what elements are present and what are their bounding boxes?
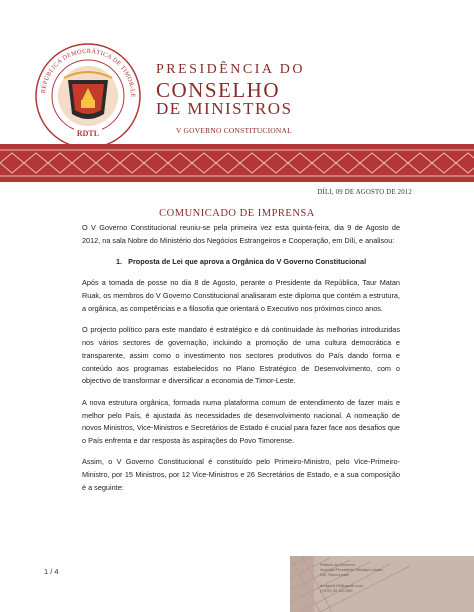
section-heading-text: Proposta de Lei que aprova a Orgânica do V Governo Constitucional <box>128 257 367 267</box>
brand-line-3: DE MINISTROS <box>156 99 293 118</box>
government-seal <box>34 42 142 150</box>
paragraph-5: Assim, o V Governo Constitucional é constituído pelo Primeiro-Ministro, pelo Vice-Primeiro-Ministro, por 15 Ministros, por 12 Vice-Ministros e 26 Secretários de Estado, e a sua composição é a seguinte: <box>82 457 400 493</box>
section-heading <box>82 256 400 269</box>
section-number: 1. <box>116 257 123 267</box>
paragraph-4: A nova estrutura orgânica, formada numa plataforma comum de entendimento de fazer mais e melhor pelo País, é ajustada às necessidades de desenvolvimento nacional. A nomeação de novos Ministros, Vice-Ministros e Secretários de Estado é crucial para fazer face aos desafios que o País enfrenta e dar resposta às aspirações do Povo Timorense. <box>82 397 400 446</box>
page-number: 1 / 4 <box>44 567 59 576</box>
footer-phone: (+670) 33 110 000 <box>320 588 353 593</box>
paragraph-3: O projecto político para este mandato é estratégico e dá continuidade às melhorias introduzidas nos vários sectores de governação, incluindo a promoção de uma cultura democrática e transparente, assim como o investimento nos sectores produtivos do País dando forma e conteúdo aos programas estabelecidos no Plano Estratégico de Desenvolvimento, com o objectivo de transformar e diversificar a economia de Timor-Leste. <box>82 325 400 386</box>
document-title: COMUNICADO DE IMPRENSA <box>159 208 315 219</box>
footer-line-2: Avenida Presidente Nicolau Lobato <box>320 567 383 572</box>
brand-logotype <box>156 62 305 118</box>
footer-contact-block <box>290 556 474 612</box>
paragraph-1: O V Governo Constitucional reuniu-se pela primeira vez esta quinta-feira, dia 9 de Agosto de 2012, na sala Nobre do Ministério dos Negócios Estrangeiros e Cooperação, em Díli, e analisou: <box>82 223 400 245</box>
footer-line-1: Palácio do Governo <box>320 562 356 567</box>
footer-email[interactable]: dndgovtl.09@gmail.com <box>320 583 363 588</box>
paragraph-2: Após a tomada de posse no dia 8 de Agosto, perante o Presidente da República, Taur Matan Ruak, os membros do V Governo Constitucional analisaram este diploma que contém a estrutura, a orgânica, as competências e a filosofia que orientará o Executivo nos próximos cinco anos. <box>82 278 400 313</box>
document-date: DÍLI, 09 DE AGOSTO DE 2012 <box>317 189 412 196</box>
seal-ring-text: REPÚBLICA DEMOCRÁTICA DE TIMOR-LE <box>40 47 137 98</box>
document-body <box>82 222 400 503</box>
brand-line-2: CONSELHO <box>156 78 281 102</box>
footer-address <box>320 562 382 593</box>
brand-line-1: PRESIDÊNCIA DO <box>156 62 305 77</box>
government-subtitle: V GOVERNO CONSTITUCIONAL <box>176 126 292 135</box>
seal-bottom-text: RDTL <box>76 129 100 138</box>
footer-line-3: Dili, Timor-Leste <box>320 572 349 577</box>
decorative-pattern-band <box>0 144 474 182</box>
